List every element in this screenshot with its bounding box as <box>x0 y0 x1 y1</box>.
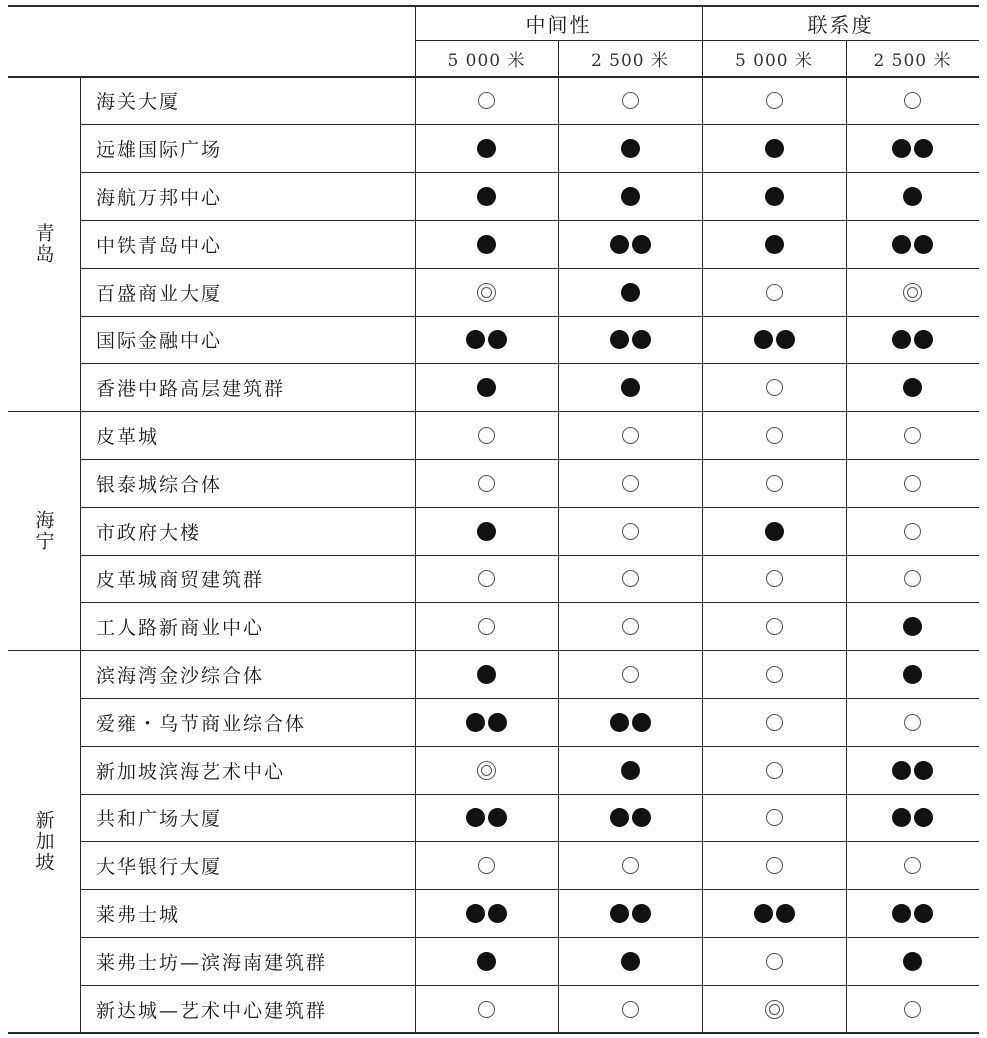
rating-cell <box>702 746 846 794</box>
filled-dot-icon <box>621 139 640 158</box>
open-circle-icon <box>904 475 921 492</box>
open-circle-icon <box>622 427 639 444</box>
rating-cell <box>846 746 979 794</box>
rating-ring-icon <box>622 666 639 683</box>
rating-ring-icon <box>766 475 783 492</box>
open-circle-icon <box>766 857 783 874</box>
city-label <box>8 651 80 1033</box>
rating-cell <box>558 459 702 507</box>
rating-ring-icon <box>622 1001 639 1018</box>
column-divider <box>846 40 847 1033</box>
filled-dot-icon <box>477 952 496 971</box>
open-circle-icon <box>766 427 783 444</box>
rating-cell <box>846 220 979 268</box>
rating-ring-icon <box>478 618 495 635</box>
rating-cell <box>702 937 846 985</box>
rating-ring-icon <box>766 92 783 109</box>
rating-ring-icon <box>622 570 639 587</box>
rating-cell <box>702 698 846 746</box>
rating-ring-icon <box>478 475 495 492</box>
filled-dot-icon <box>488 904 507 923</box>
rating-cell <box>558 316 702 364</box>
building-name: 共和广场大厦 <box>96 808 223 831</box>
open-circle-icon <box>766 570 783 587</box>
rating-cell <box>415 698 558 746</box>
header-distance: 2 500 米 <box>873 51 952 71</box>
rating-cell <box>702 173 846 221</box>
rating-ring-icon <box>904 857 921 874</box>
building-name: 国际金融中心 <box>96 330 223 353</box>
rating-ring-icon <box>766 809 783 826</box>
open-circle-icon <box>478 857 495 874</box>
building-name: 香港中路高层建筑群 <box>96 378 286 401</box>
rating-two-dots-icon <box>754 330 795 349</box>
open-circle-icon <box>622 475 639 492</box>
rating-cell <box>558 412 702 460</box>
rating-cell <box>558 77 702 125</box>
column-divider <box>558 40 559 1033</box>
rating-ring-icon <box>622 857 639 874</box>
rating-cell <box>702 651 846 699</box>
header-group-betweenness: 中间性 <box>525 12 592 37</box>
building-name: 莱弗士城 <box>96 903 181 926</box>
rating-dot-icon <box>765 187 784 206</box>
rating-ring-icon <box>478 92 495 109</box>
open-circle-icon <box>904 92 921 109</box>
double-circle-icon <box>765 1000 784 1019</box>
filled-dot-icon <box>621 761 640 780</box>
rating-ring-icon <box>766 857 783 874</box>
rating-cell <box>415 173 558 221</box>
rating-cell <box>846 459 979 507</box>
header-distance: 5 000 米 <box>734 51 814 71</box>
rating-cell <box>415 77 558 125</box>
building-name: 爱雍・乌节商业综合体 <box>96 712 307 735</box>
filled-dot-icon <box>754 330 773 349</box>
filled-dot-icon <box>914 139 933 158</box>
rating-dot-icon <box>765 522 784 541</box>
rating-two-dots-icon <box>892 904 933 923</box>
rating-two-dots-icon <box>610 904 651 923</box>
open-circle-icon <box>766 284 783 301</box>
filled-dot-icon <box>621 952 640 971</box>
rating-ring-icon <box>622 427 639 444</box>
column-divider <box>80 77 81 1033</box>
rating-dot-icon <box>477 139 496 158</box>
filled-dot-icon <box>765 235 784 254</box>
building-name: 滨海湾金沙综合体 <box>96 664 265 687</box>
rating-cell <box>702 794 846 842</box>
double-circle-icon <box>477 283 496 302</box>
filled-dot-icon <box>632 713 651 732</box>
rating-cell <box>415 412 558 460</box>
column-divider <box>415 6 416 1033</box>
building-name: 远雄国际广场 <box>96 139 223 162</box>
rating-dot-icon <box>477 187 496 206</box>
rating-cell <box>558 603 702 651</box>
open-circle-icon <box>478 618 495 635</box>
rating-two-dots-icon <box>466 904 507 923</box>
filled-dot-icon <box>903 665 922 684</box>
rating-cell <box>702 842 846 890</box>
filled-dot-icon <box>754 904 773 923</box>
filled-dot-icon <box>892 761 911 780</box>
city-name: 新加坡 <box>32 810 55 874</box>
filled-dot-icon <box>903 187 922 206</box>
rating-dot-icon <box>621 283 640 302</box>
rating-double-ring-icon <box>903 283 922 302</box>
building-name: 百盛商业大厦 <box>96 282 223 305</box>
building-name: 莱弗士坊—滨海南建筑群 <box>96 951 328 974</box>
rating-double-ring-icon <box>477 283 496 302</box>
rating-ring-icon <box>766 570 783 587</box>
rating-dot-icon <box>903 617 922 636</box>
filled-dot-icon <box>488 330 507 349</box>
rating-cell <box>558 794 702 842</box>
building-name: 皮革城 <box>96 425 160 448</box>
rating-ring-icon <box>766 618 783 635</box>
rating-dot-icon <box>477 378 496 397</box>
open-circle-icon <box>904 1001 921 1018</box>
rating-cell <box>415 459 558 507</box>
rating-ring-icon <box>904 92 921 109</box>
filled-dot-icon <box>610 235 629 254</box>
rating-cell <box>846 555 979 603</box>
filled-dot-icon <box>892 330 911 349</box>
rating-two-dots-icon <box>610 713 651 732</box>
open-circle-icon <box>766 92 783 109</box>
building-name: 银泰城综合体 <box>96 473 223 496</box>
rating-cell <box>846 173 979 221</box>
rating-cell <box>702 364 846 412</box>
rating-cell <box>415 937 558 985</box>
rating-ring-icon <box>766 762 783 779</box>
rating-ring-icon <box>904 475 921 492</box>
building-name: 工人路新商业中心 <box>96 617 265 640</box>
rating-cell <box>415 985 558 1033</box>
rating-cell <box>558 890 702 938</box>
open-circle-icon <box>622 618 639 635</box>
filled-dot-icon <box>903 378 922 397</box>
rating-cell <box>846 698 979 746</box>
building-name: 中铁青岛中心 <box>96 234 223 257</box>
rating-cell <box>702 316 846 364</box>
rating-cell <box>415 507 558 555</box>
building-name: 新达城—艺术中心建筑群 <box>96 999 328 1022</box>
filled-dot-icon <box>610 904 629 923</box>
rating-ring-icon <box>622 618 639 635</box>
filled-dot-icon <box>477 139 496 158</box>
filled-dot-icon <box>610 808 629 827</box>
filled-dot-icon <box>621 187 640 206</box>
rating-cell <box>846 794 979 842</box>
rating-cell <box>415 746 558 794</box>
rating-cell <box>558 698 702 746</box>
rating-dot-icon <box>477 952 496 971</box>
rating-ring-icon <box>622 475 639 492</box>
filled-dot-icon <box>477 378 496 397</box>
rating-cell <box>846 412 979 460</box>
filled-dot-icon <box>477 187 496 206</box>
rule-line <box>8 5 979 7</box>
rating-cell <box>846 507 979 555</box>
rating-cell <box>846 890 979 938</box>
open-circle-icon <box>622 1001 639 1018</box>
open-circle-icon <box>478 1001 495 1018</box>
rating-dot-icon <box>903 952 922 971</box>
rating-cell <box>702 555 846 603</box>
open-circle-icon <box>904 523 921 540</box>
filled-dot-icon <box>466 330 485 349</box>
rating-cell <box>558 746 702 794</box>
building-name: 市政府大楼 <box>96 521 202 544</box>
rating-cell <box>558 125 702 173</box>
rating-cell <box>558 173 702 221</box>
open-circle-icon <box>766 953 783 970</box>
rating-ring-icon <box>766 714 783 731</box>
rating-two-dots-icon <box>892 139 933 158</box>
rating-two-dots-icon <box>466 808 507 827</box>
rating-dot-icon <box>765 139 784 158</box>
filled-dot-icon <box>632 808 651 827</box>
rating-cell <box>702 268 846 316</box>
open-circle-icon <box>622 92 639 109</box>
open-circle-icon <box>766 714 783 731</box>
rating-cell <box>846 985 979 1033</box>
rating-double-ring-icon <box>477 761 496 780</box>
filled-dot-icon <box>914 761 933 780</box>
rating-ring-icon <box>904 523 921 540</box>
rating-cell <box>846 842 979 890</box>
filled-dot-icon <box>632 235 651 254</box>
rating-cell <box>702 603 846 651</box>
filled-dot-icon <box>632 904 651 923</box>
filled-dot-icon <box>466 713 485 732</box>
rating-cell <box>702 125 846 173</box>
rating-cell <box>846 937 979 985</box>
filled-dot-icon <box>488 713 507 732</box>
filled-dot-icon <box>477 235 496 254</box>
rating-two-dots-icon <box>610 330 651 349</box>
header-distance: 5 000 米 <box>447 51 526 71</box>
open-circle-icon <box>478 475 495 492</box>
rating-cell <box>415 555 558 603</box>
filled-dot-icon <box>765 187 784 206</box>
city-name: 海宁 <box>32 510 55 553</box>
city-label <box>8 77 80 412</box>
filled-dot-icon <box>914 904 933 923</box>
open-circle-icon <box>904 427 921 444</box>
rating-cell <box>558 555 702 603</box>
rating-dot-icon <box>621 187 640 206</box>
rating-two-dots-icon <box>892 235 933 254</box>
filled-dot-icon <box>488 808 507 827</box>
open-circle-icon <box>478 427 495 444</box>
column-divider <box>702 6 703 1033</box>
city-name: 青岛 <box>32 223 55 266</box>
city-label <box>8 412 80 651</box>
rating-cell <box>558 268 702 316</box>
rating-cell <box>415 316 558 364</box>
open-circle-icon <box>904 570 921 587</box>
rating-ring-icon <box>904 1001 921 1018</box>
rating-cell <box>558 507 702 555</box>
rating-ring-icon <box>904 714 921 731</box>
filled-dot-icon <box>914 330 933 349</box>
rating-ring-icon <box>904 427 921 444</box>
rating-dot-icon <box>903 378 922 397</box>
rating-cell <box>415 890 558 938</box>
open-circle-icon <box>766 809 783 826</box>
double-circle-icon <box>903 283 922 302</box>
open-circle-icon <box>766 379 783 396</box>
open-circle-icon <box>478 570 495 587</box>
open-circle-icon <box>766 762 783 779</box>
building-name: 海关大厦 <box>96 91 181 114</box>
rating-two-dots-icon <box>892 330 933 349</box>
open-circle-icon <box>622 857 639 874</box>
rule-line <box>8 76 979 78</box>
rating-two-dots-icon <box>892 808 933 827</box>
rating-cell <box>702 220 846 268</box>
rating-cell <box>846 364 979 412</box>
rating-ring-icon <box>766 666 783 683</box>
rating-cell <box>702 890 846 938</box>
rating-cell <box>415 794 558 842</box>
filled-dot-icon <box>914 808 933 827</box>
open-circle-icon <box>766 618 783 635</box>
filled-dot-icon <box>903 617 922 636</box>
rating-two-dots-icon <box>610 808 651 827</box>
rating-dot-icon <box>621 139 640 158</box>
building-name: 大华银行大厦 <box>96 856 223 879</box>
rule-line <box>415 40 979 41</box>
rating-cell <box>558 937 702 985</box>
rating-cell <box>558 220 702 268</box>
filled-dot-icon <box>892 904 911 923</box>
rating-cell <box>702 507 846 555</box>
rating-dot-icon <box>621 378 640 397</box>
rating-cell <box>702 459 846 507</box>
rating-cell <box>558 842 702 890</box>
open-circle-icon <box>622 666 639 683</box>
building-name: 海航万邦中心 <box>96 186 223 209</box>
rating-cell <box>415 125 558 173</box>
rating-ring-icon <box>766 284 783 301</box>
filled-dot-icon <box>610 713 629 732</box>
header-group-connectivity: 联系度 <box>807 12 874 37</box>
rating-dot-icon <box>477 522 496 541</box>
rating-ring-icon <box>478 427 495 444</box>
filled-dot-icon <box>466 808 485 827</box>
rating-cell <box>415 651 558 699</box>
rule-line <box>8 1032 979 1034</box>
rating-ring-icon <box>766 953 783 970</box>
rating-cell <box>558 651 702 699</box>
rating-cell <box>702 985 846 1033</box>
filled-dot-icon <box>892 808 911 827</box>
open-circle-icon <box>622 523 639 540</box>
rating-ring-icon <box>766 379 783 396</box>
filled-dot-icon <box>632 330 651 349</box>
rating-cell <box>846 651 979 699</box>
rating-dot-icon <box>477 235 496 254</box>
filled-dot-icon <box>477 522 496 541</box>
filled-dot-icon <box>903 952 922 971</box>
filled-dot-icon <box>776 904 795 923</box>
rating-ring-icon <box>478 570 495 587</box>
rating-dot-icon <box>477 665 496 684</box>
rating-double-ring-icon <box>765 1000 784 1019</box>
filled-dot-icon <box>914 235 933 254</box>
rating-two-dots-icon <box>754 904 795 923</box>
rating-ring-icon <box>478 857 495 874</box>
rating-cell <box>558 985 702 1033</box>
rating-ring-icon <box>766 427 783 444</box>
rating-two-dots-icon <box>466 713 507 732</box>
rating-cell <box>846 125 979 173</box>
rating-ring-icon <box>622 523 639 540</box>
rating-dot-icon <box>621 952 640 971</box>
open-circle-icon <box>904 857 921 874</box>
filled-dot-icon <box>765 139 784 158</box>
rating-cell <box>846 268 979 316</box>
header-distance: 2 500 米 <box>590 51 670 71</box>
rating-cell <box>846 316 979 364</box>
rating-two-dots-icon <box>610 235 651 254</box>
rating-cell <box>415 364 558 412</box>
rating-cell <box>415 603 558 651</box>
filled-dot-icon <box>892 139 911 158</box>
filled-dot-icon <box>477 665 496 684</box>
open-circle-icon <box>478 92 495 109</box>
rating-dot-icon <box>765 235 784 254</box>
rating-ring-icon <box>478 1001 495 1018</box>
open-circle-icon <box>766 475 783 492</box>
open-circle-icon <box>622 570 639 587</box>
filled-dot-icon <box>621 378 640 397</box>
rating-cell <box>846 603 979 651</box>
filled-dot-icon <box>765 522 784 541</box>
building-name: 皮革城商贸建筑群 <box>96 569 265 592</box>
rating-cell <box>415 268 558 316</box>
rating-two-dots-icon <box>466 330 507 349</box>
rating-two-dots-icon <box>892 761 933 780</box>
double-circle-icon <box>477 761 496 780</box>
filled-dot-icon <box>621 283 640 302</box>
rating-cell <box>558 364 702 412</box>
rating-dot-icon <box>903 187 922 206</box>
filled-dot-icon <box>776 330 795 349</box>
open-circle-icon <box>904 714 921 731</box>
filled-dot-icon <box>466 904 485 923</box>
rating-cell <box>702 412 846 460</box>
rating-ring-icon <box>904 570 921 587</box>
rating-cell <box>846 77 979 125</box>
rating-dot-icon <box>903 665 922 684</box>
rating-dot-icon <box>621 761 640 780</box>
filled-dot-icon <box>610 330 629 349</box>
rating-cell <box>702 77 846 125</box>
rating-cell <box>415 220 558 268</box>
open-circle-icon <box>766 666 783 683</box>
filled-dot-icon <box>892 235 911 254</box>
rating-ring-icon <box>622 92 639 109</box>
building-name: 新加坡滨海艺术中心 <box>96 760 286 783</box>
rating-cell <box>415 842 558 890</box>
